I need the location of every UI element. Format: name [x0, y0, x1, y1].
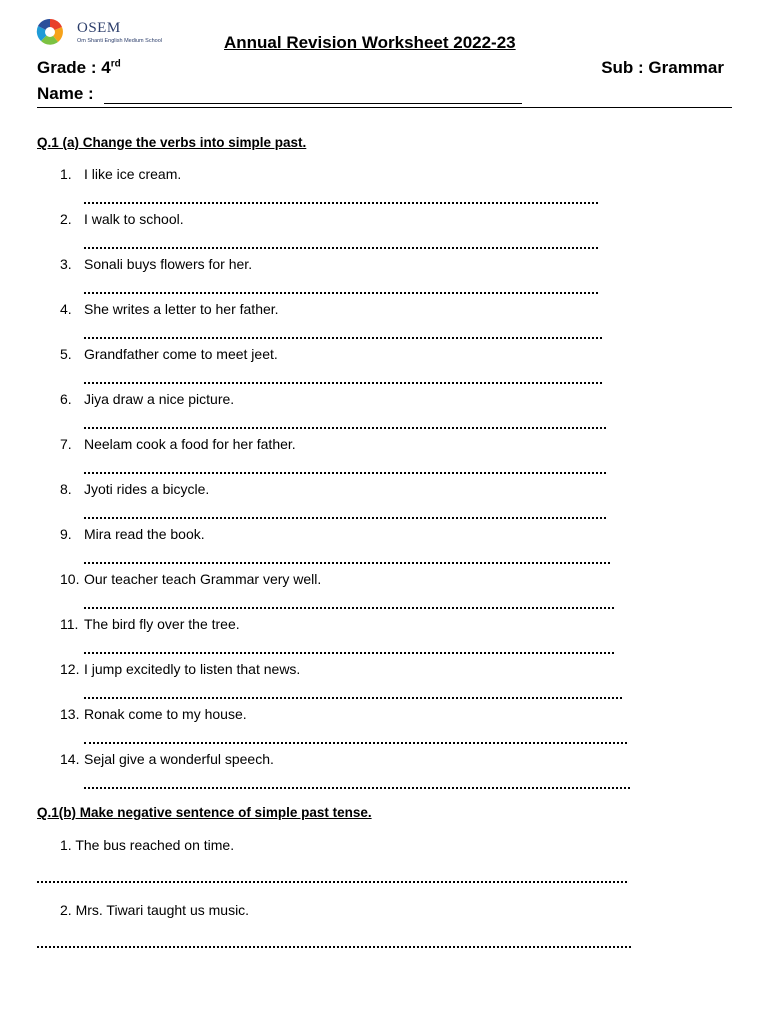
list-item — [60, 571, 321, 587]
item-number: 12. — [60, 661, 80, 677]
name-input-line — [104, 103, 522, 104]
answer-line[interactable] — [84, 472, 606, 474]
item-number: 6. — [60, 391, 72, 407]
grade-label — [37, 58, 121, 78]
item-number: 5. — [60, 346, 72, 362]
logo-emblem-icon — [36, 18, 64, 46]
item-sentence: The bus reached on time. — [75, 837, 235, 853]
item-number: 9. — [60, 526, 72, 542]
item-sentence: Sonali buys flowers for her. — [84, 256, 253, 272]
item-number: 2. — [60, 211, 72, 227]
item-sentence: Mrs. Tiwari taught us music. — [75, 902, 250, 918]
logo-subtitle: Om Shanti English Medium School — [77, 38, 162, 44]
list-item — [60, 301, 279, 317]
item-number: 13. — [60, 706, 80, 722]
item-sentence: Sejal give a wonderful speech. — [84, 751, 274, 767]
list-item — [60, 436, 296, 452]
item-sentence: Jyoti rides a bicycle. — [84, 481, 210, 497]
answer-line[interactable] — [84, 382, 602, 384]
logo-name: OSEM — [77, 20, 121, 36]
grade-text: Grade : 4 — [37, 58, 111, 77]
answer-line[interactable] — [84, 742, 627, 744]
section-b-heading: Q.1(b) Make negative sentence of simple past tense. — [37, 805, 372, 820]
answer-line[interactable] — [84, 337, 602, 339]
item-number: 7. — [60, 436, 72, 452]
list-item — [60, 526, 205, 542]
list-item — [60, 661, 300, 677]
answer-line[interactable] — [84, 292, 598, 294]
answer-line[interactable] — [84, 517, 606, 519]
list-item — [60, 902, 249, 918]
list-item — [60, 837, 234, 853]
item-number: 10. — [60, 571, 80, 587]
item-sentence: Our teacher teach Grammar very well. — [84, 571, 322, 587]
list-item — [60, 616, 240, 632]
item-sentence: Grandfather come to meet jeet. — [84, 346, 278, 362]
answer-line[interactable] — [37, 946, 631, 948]
item-number: 1. — [60, 837, 72, 853]
item-number: 4. — [60, 301, 72, 317]
item-sentence: I like ice cream. — [84, 166, 182, 182]
section-a-heading: Q.1 (a) Change the verbs into simple past. — [37, 135, 307, 150]
item-sentence: I jump excitedly to listen that news. — [84, 661, 301, 677]
list-item — [60, 346, 278, 362]
answer-line[interactable] — [84, 247, 598, 249]
answer-line[interactable] — [84, 787, 630, 789]
list-item — [60, 706, 247, 722]
list-item — [60, 256, 252, 272]
item-sentence: Mira read the book. — [84, 526, 205, 542]
grade-suffix: rd — [110, 58, 121, 70]
item-sentence: She writes a letter to her father. — [84, 301, 279, 317]
item-sentence: Neelam cook a food for her father. — [84, 436, 296, 452]
answer-line[interactable] — [37, 881, 627, 883]
list-item — [60, 211, 184, 227]
list-item — [60, 166, 181, 182]
item-sentence: Jiya draw a nice picture. — [84, 391, 235, 407]
item-number: 8. — [60, 481, 72, 497]
item-number: 3. — [60, 256, 72, 272]
subject-label: Sub : Grammar — [601, 58, 724, 77]
answer-line[interactable] — [84, 697, 622, 699]
answer-line[interactable] — [84, 607, 614, 609]
item-sentence: The bird fly over the tree. — [84, 616, 240, 632]
answer-line[interactable] — [84, 652, 614, 654]
answer-line[interactable] — [84, 427, 606, 429]
list-item — [60, 751, 274, 767]
item-number: 2. — [60, 902, 72, 918]
header-divider — [37, 107, 732, 108]
item-number: 11. — [60, 616, 79, 632]
name-label: Name : — [37, 84, 94, 103]
list-item — [60, 481, 209, 497]
list-item — [60, 391, 234, 407]
answer-line[interactable] — [84, 202, 598, 204]
item-sentence: I walk to school. — [84, 211, 184, 227]
item-sentence: Ronak come to my house. — [84, 706, 247, 722]
school-logo — [36, 16, 176, 50]
worksheet-title: Annual Revision Worksheet 2022-23 — [224, 33, 516, 52]
item-number: 1. — [60, 166, 72, 182]
item-number: 14. — [60, 751, 80, 767]
answer-line[interactable] — [84, 562, 610, 564]
